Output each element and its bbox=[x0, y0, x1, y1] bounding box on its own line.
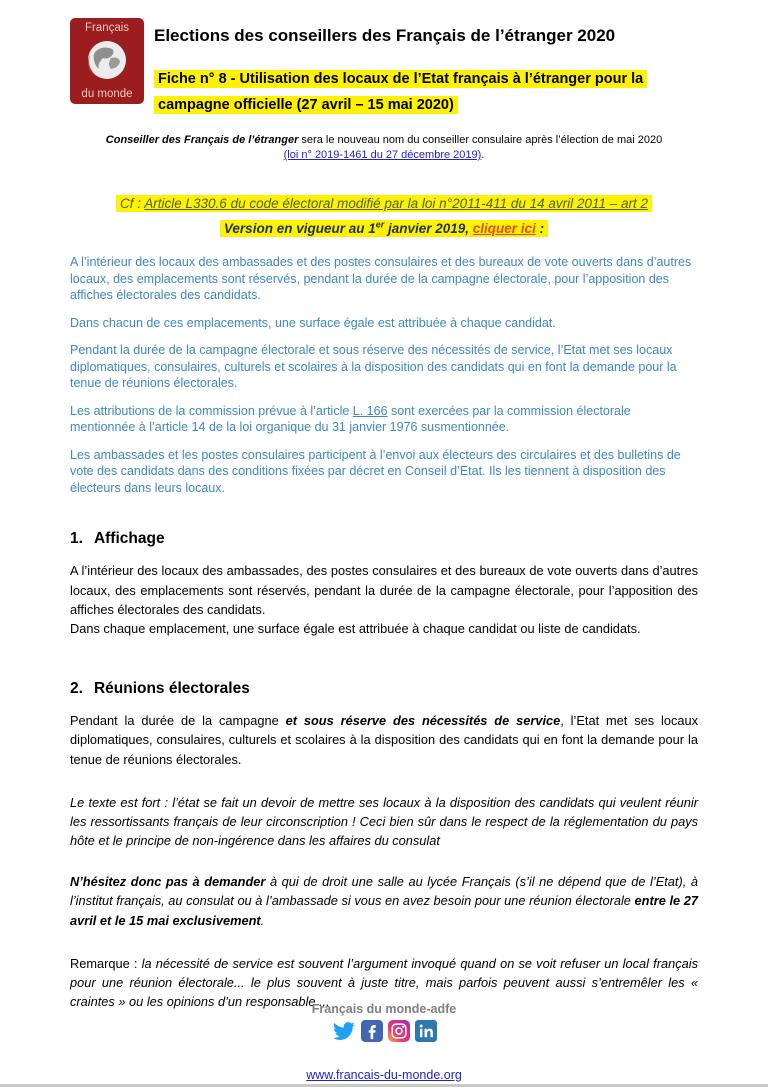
commentary-paragraph-1: Le texte est fort : l’état se fait un devoir de mettre ses locaux à la disposition des candidats qui veulent réunir les ressortissants français de leur circonscription ! Ceci bien sûr dans le respect de la réglementation du pays hôte et le principe de non-ingérence dans les affaires du consulat bbox=[70, 794, 698, 849]
linkedin-icon[interactable] bbox=[415, 1020, 437, 1042]
fiche-subtitle bbox=[154, 66, 699, 118]
s2p3-bold: N’hésitez donc pas à demander bbox=[70, 874, 266, 890]
cf-article-line bbox=[70, 196, 698, 211]
remarque-label: Remarque : bbox=[70, 955, 142, 971]
logo-text-bottom: du monde bbox=[81, 88, 133, 100]
version-superscript: er bbox=[375, 219, 385, 230]
article-l330-link[interactable]: Article L330.6 du code électoral modifié par la loi n°2011-411 du 14 avril 2011 – art 2 bbox=[144, 195, 648, 211]
section-1-title: Affichage bbox=[93, 530, 165, 548]
social-icons-row bbox=[0, 1020, 768, 1042]
law-paragraph-1: A l’intérieur des locaux des ambassades et des postes consulaires et des bureaux de vote ouverts dans d’autres locaux, des emplacements sont réservés, pendant la durée de la campagne électorale, pour l’apposition des affiches électorales des candidats. bbox=[70, 255, 692, 303]
globe-icon bbox=[85, 38, 129, 85]
intro-note-rest: sera le nouveau nom du conseiller consulaire après l’élection de mai 2020 bbox=[298, 134, 663, 147]
cf-prefix: Cf : bbox=[120, 195, 145, 211]
law-2019-link[interactable]: (loi n° 2019-1461 du 27 décembre 2019) bbox=[283, 149, 482, 162]
s2p1-bold: et sous réserve des nécessités de service bbox=[285, 713, 561, 729]
version-prefix: Version en vigueur au 1 bbox=[223, 221, 376, 237]
intro-note bbox=[70, 133, 698, 163]
francais-du-monde-logo bbox=[70, 18, 144, 104]
intro-note-period: . bbox=[481, 149, 485, 162]
s2p1-post: , l’Etat met ses locaux diplomatiques, consulaires, culturels et scolaires à la disposition des candidats qui en font la demande pour la tenue de réunions électorales. bbox=[70, 713, 699, 767]
law-text-block bbox=[70, 254, 698, 496]
version-line bbox=[70, 220, 698, 237]
page-title: Elections des conseillers des Français de l’étranger 2020 bbox=[154, 26, 616, 45]
s2p1-pre: Pendant la durée de la campagne bbox=[70, 713, 286, 729]
footer-website-link[interactable]: www.francais-du-monde.org bbox=[306, 1068, 462, 1082]
section-2-heading bbox=[70, 680, 698, 698]
section-1-heading bbox=[70, 530, 698, 548]
version-mid: janvier 2019, bbox=[384, 221, 473, 237]
instagram-icon[interactable] bbox=[388, 1020, 410, 1042]
section-1-number: 1. bbox=[70, 530, 83, 548]
s2p3-bold2: entre le 27 avril et le 15 mai exclusivement bbox=[70, 893, 698, 928]
version-suffix: : bbox=[535, 221, 545, 237]
footer-org-name: Français du monde-adfe bbox=[311, 1002, 457, 1016]
facebook-icon[interactable] bbox=[361, 1020, 383, 1042]
s2p3-mid: à qui de droit une salle au lycée Français (s’il ne dépend que de l’Etat), à l’institut français, au consulat ou à l’ambassade si vous en avez besoin pour une réunion électorale bbox=[70, 874, 698, 909]
law-paragraph-4-pre: Les attributions de la commission prévue à l’article bbox=[70, 403, 353, 418]
commentary-paragraph-2 bbox=[70, 872, 698, 930]
law-paragraph-5: Les ambassades et les postes consulaires participent à l’envoi aux électeurs des circulaires et des bulletins de vote des candidats dans des conditions fixées par décret en Conseil d’Etat. Ils les tiennent à disposition des électeurs dans leurs locaux. bbox=[70, 447, 681, 495]
law-paragraph-3: Pendant la durée de la campagne électorale et sous réserve des nécessités de service, l’Etat met ses locaux diplomatiques, consulaires, culturels et scolaires à la disposition des candidats qui en font la demande pour la tenue de réunions électorales. bbox=[70, 343, 677, 391]
article-l166-link[interactable]: L. 166 bbox=[352, 403, 388, 418]
twitter-icon[interactable] bbox=[332, 1020, 356, 1042]
section-1-paragraph-2: Dans chaque emplacement, une surface égale est attribuée à chaque candidat ou liste de candidats. bbox=[70, 620, 641, 636]
fiche-subtitle-highlight: Fiche n° 8 - Utilisation des locaux de l’Etat français à l’étranger pour la campagne officielle (27 avril – 15 mai 2020) bbox=[154, 70, 647, 114]
footer bbox=[0, 1002, 768, 1084]
law-paragraph-2: Dans chacun de ces emplacements, une surface égale est attribuée à chaque candidat. bbox=[70, 315, 556, 330]
section-1-paragraph-1: A l’intérieur des locaux des ambassades, des postes consulaires et des bureaux de vote ouverts dans d’autres locaux, des emplacements sont réservés, pendant la durée de la campagne électorale, pour l’apposition des affiches électorales des candidats. bbox=[70, 563, 698, 617]
remarque-text: la nécessité de service est souvent l’argument invoqué quand on se voit refuser un local français pour une réunion électorale... le plus souvent à juste titre, mais parfois peuvent aussi s’entremêler les « craintes » ou les opinions d’un responsable ... bbox=[70, 955, 698, 1010]
logo-text-top: Français bbox=[84, 22, 130, 34]
header-text bbox=[154, 18, 699, 118]
law-paragraph-4-post: sont exercées par la commission électorale mentionnée à l’article 14 de la loi organique du 31 janvier 1976 susmentionnée. bbox=[70, 403, 631, 435]
header bbox=[70, 18, 698, 118]
section-2-title: Réunions électorales bbox=[93, 680, 250, 698]
law-paragraph-4 bbox=[70, 403, 698, 436]
s2p3-suffix: . bbox=[260, 912, 265, 928]
intro-note-italic: Conseiller des Français de l’étranger bbox=[105, 134, 299, 147]
cliquer-ici-link[interactable]: cliquer ici bbox=[472, 221, 536, 237]
section-2-number: 2. bbox=[70, 680, 83, 698]
section-2-paragraph-1 bbox=[70, 711, 698, 769]
